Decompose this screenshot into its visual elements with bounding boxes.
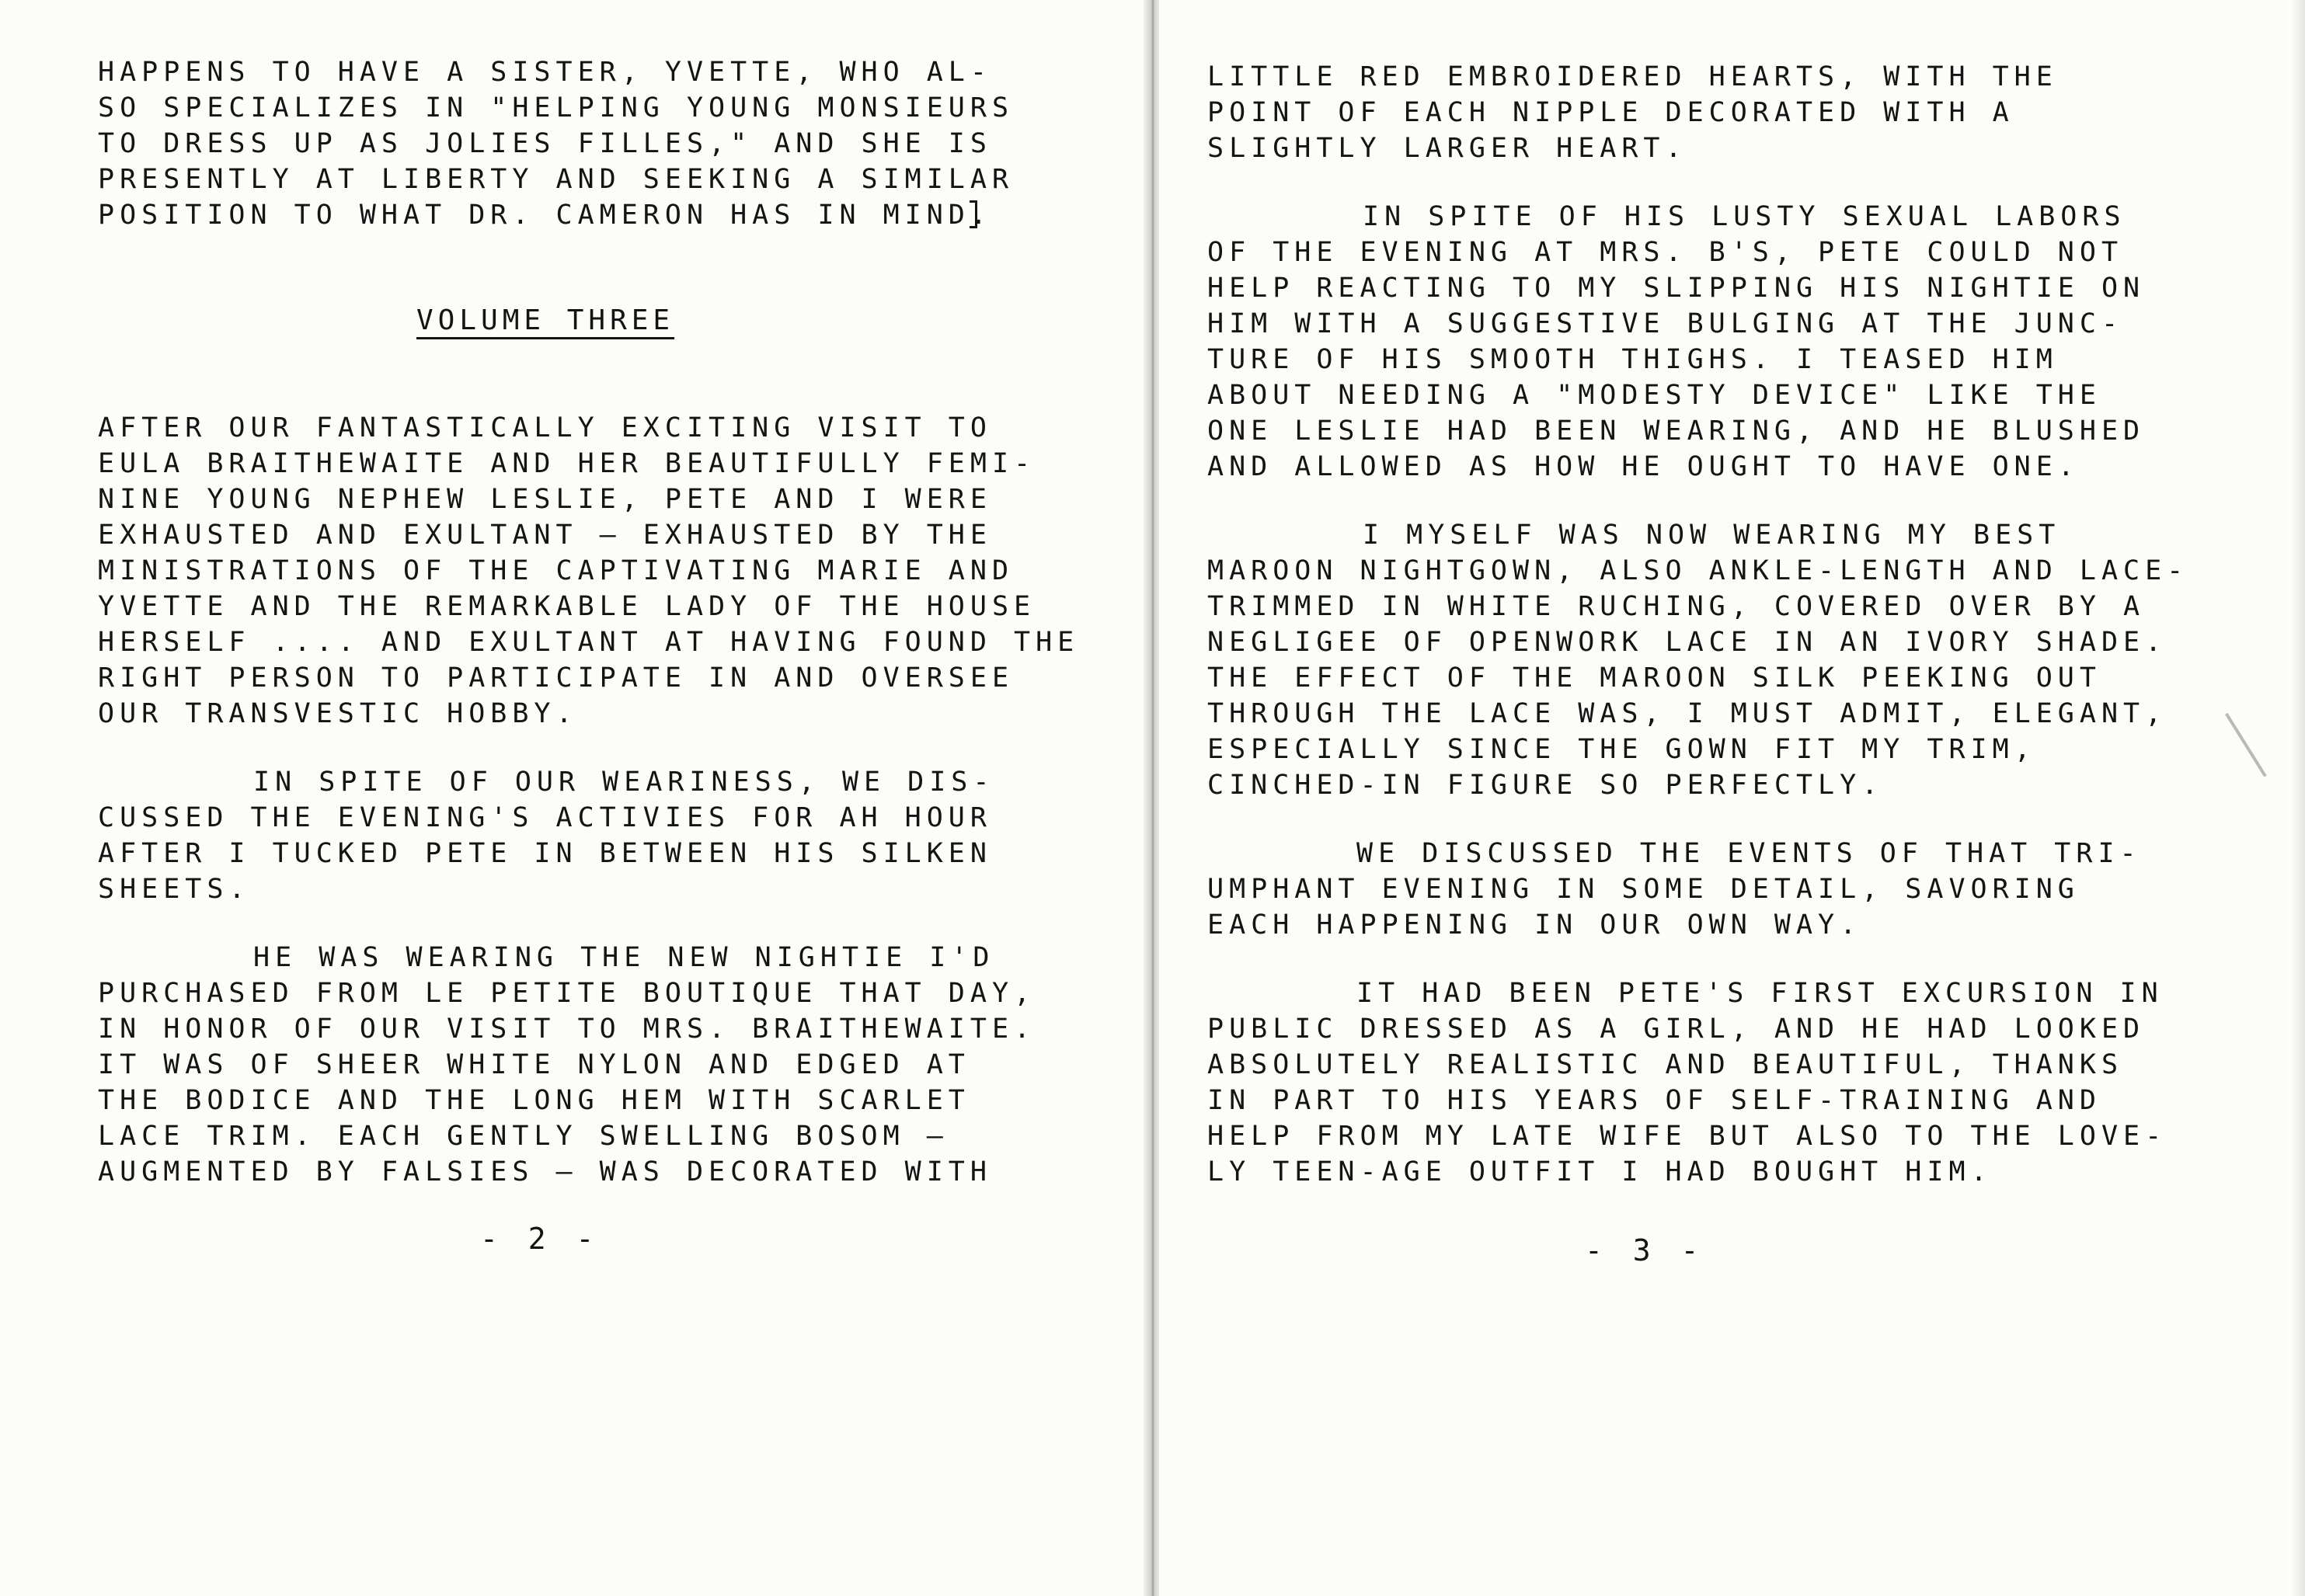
left-line-15: IN SPITE OF OUR WEARINESS, WE DIS- — [253, 767, 995, 798]
right-line-27: HELP FROM MY LATE WIFE BUT ALSO TO THE LOVE- — [1207, 1121, 2167, 1152]
right-line-13: MAROON NIGHTGOWN, ALSO ANKLE-LENGTH AND LACE- — [1207, 555, 2189, 586]
left-page — [0, 0, 1147, 1596]
right-line-17: THROUGH THE LACE WAS, I MUST ADMIT, ELEGANT, — [1207, 698, 2167, 729]
left-line-4: PRESENTLY AT LIBERTY AND SEEKING A SIMILAR — [98, 164, 1015, 195]
left-line-6: AFTER OUR FANTASTICALLY EXCITING VISIT TO — [98, 412, 992, 443]
right-line-8: TURE OF HIS SMOOTH THIGHS. I TEASED HIM — [1207, 344, 2058, 375]
right-line-15: NEGLIGEE OF OPENWORK LACE IN AN IVORY SHADE. — [1207, 627, 2167, 658]
right-line-22: EACH HAPPENING IN OUR OWN WAY. — [1207, 909, 1862, 941]
right-line-16: THE EFFECT OF THE MAROON SILK PEEKING OUT — [1207, 662, 2101, 694]
left-line-10: MINISTRATIONS OF THE CAPTIVATING MARIE AND — [98, 555, 1015, 586]
right-line-21: UMPHANT EVENING IN SOME DETAIL, SAVORING — [1207, 874, 2080, 905]
left-line-25: AUGMENTED BY FALSIES — WAS DECORATED WITH — [98, 1156, 992, 1187]
left-line-3: TO DRESS UP AS JOLIES FILLES," AND SHE IS — [98, 128, 992, 159]
left-line-7: EULA BRAITHEWAITE AND HER BEAUTIFULLY FEMI- — [98, 448, 1036, 479]
left-line-19: HE WAS WEARING THE NEW NIGHTIE I'D — [253, 942, 995, 973]
page-edge-shadow — [2291, 0, 2305, 1596]
right-line-10: ONE LESLIE HAD BEEN WEARING, AND HE BLUSHED — [1207, 416, 2146, 447]
right-line-23: IT HAD BEEN PETE'S FIRST EXCURSION IN — [1356, 978, 2164, 1009]
left-line-17: AFTER I TUCKED PETE IN BETWEEN HIS SILKEN — [98, 838, 992, 869]
right-line-5: OF THE EVENING AT MRS. B'S, PETE COULD NOT — [1207, 237, 2124, 268]
right-line-12: I MYSELF WAS NOW WEARING MY BEST — [1363, 520, 2061, 551]
left-line-2: SO SPECIALIZES IN "HELPING YOUNG MONSIEURS — [98, 92, 1015, 123]
right-line-26: IN PART TO HIS YEARS OF SELF-TRAINING AND — [1207, 1085, 2101, 1116]
left-line-24: LACE TRIM. EACH GENTLY SWELLING BOSOM — — [98, 1121, 949, 1152]
left-line-14: OUR TRANSVESTIC HOBBY. — [98, 698, 578, 729]
right-line-1: LITTLE RED EMBROIDERED HEARTS, WITH THE — [1207, 61, 2058, 92]
left-line-12: HERSELF .... AND EXULTANT AT HAVING FOUND THE — [98, 627, 1080, 658]
right-line-3: SLIGHTLY LARGER HEART. — [1207, 133, 1687, 164]
left-line-1: HAPPENS TO HAVE A SISTER, YVETTE, WHO AL- — [98, 57, 992, 88]
right-line-18: ESPECIALLY SINCE THE GOWN FIT MY TRIM, — [1207, 734, 2036, 765]
page-number-right: - 3 - — [1585, 1233, 1705, 1267]
left-line-23: THE BODICE AND THE LONG HEM WITH SCARLET — [98, 1085, 970, 1116]
left-line-21: IN HONOR OF OUR VISIT TO MRS. BRAITHEWAITE. — [98, 1014, 1036, 1045]
left-line-13: RIGHT PERSON TO PARTICIPATE IN AND OVERSEE — [98, 662, 1015, 694]
right-line-25: ABSOLUTELY REALISTIC AND BEAUTIFUL, THANKS — [1207, 1049, 2124, 1080]
volume-heading: VOLUME THREE — [416, 304, 675, 336]
right-line-20: WE DISCUSSED THE EVENTS OF THAT TRI- — [1356, 838, 2142, 869]
left-line-16: CUSSED THE EVENING'S ACTIVIES FOR AH HOUR — [98, 802, 992, 833]
right-line-24: PUBLIC DRESSED AS A GIRL, AND HE HAD LOOKED — [1207, 1014, 2146, 1045]
right-line-6: HELP REACTING TO MY SLIPPING HIS NIGHTIE ON — [1207, 273, 2146, 304]
left-line-11: YVETTE AND THE REMARKABLE LADY OF THE HOUSE — [98, 591, 1036, 622]
right-line-4: IN SPITE OF HIS LUSTY SEXUAL LABORS — [1363, 201, 2126, 232]
left-line-22: IT WAS OF SHEER WHITE NYLON AND EDGED AT — [98, 1049, 970, 1080]
right-line-28: LY TEEN-AGE OUTFIT I HAD BOUGHT HIM. — [1207, 1156, 1993, 1187]
right-line-9: ABOUT NEEDING A "MODESTY DEVICE" LIKE THE — [1207, 380, 2101, 411]
left-line-8: NINE YOUNG NEPHEW LESLIE, PETE AND I WERE — [98, 484, 992, 515]
left-line-18: SHEETS. — [98, 874, 251, 905]
page-number-left: - 2 - — [480, 1222, 601, 1256]
closing-bracket — [970, 200, 977, 228]
right-line-7: HIM WITH A SUGGESTIVE BULGING AT THE JUNC- — [1207, 308, 2124, 339]
right-line-11: AND ALLOWED AS HOW HE OUGHT TO HAVE ONE. — [1207, 451, 2080, 482]
right-line-2: POINT OF EACH NIPPLE DECORATED WITH A — [1207, 97, 2014, 128]
right-line-19: CINCHED-IN FIGURE SO PERFECTLY. — [1207, 770, 1884, 801]
left-line-20: PURCHASED FROM LE PETITE BOUTIQUE THAT DAY, — [98, 978, 1036, 1009]
right-page-text — [1159, 0, 2305, 1596]
left-line-9: EXHAUSTED AND EXULTANT — EXHAUSTED BY THE — [98, 520, 992, 551]
left-page-text — [0, 0, 1147, 1596]
right-line-14: TRIMMED IN WHITE RUCHING, COVERED OVER BY A — [1207, 591, 2146, 622]
left-line-5: POSITION TO WHAT DR. CAMERON HAS IN MIND. — [98, 200, 992, 231]
right-page — [1159, 0, 2305, 1596]
